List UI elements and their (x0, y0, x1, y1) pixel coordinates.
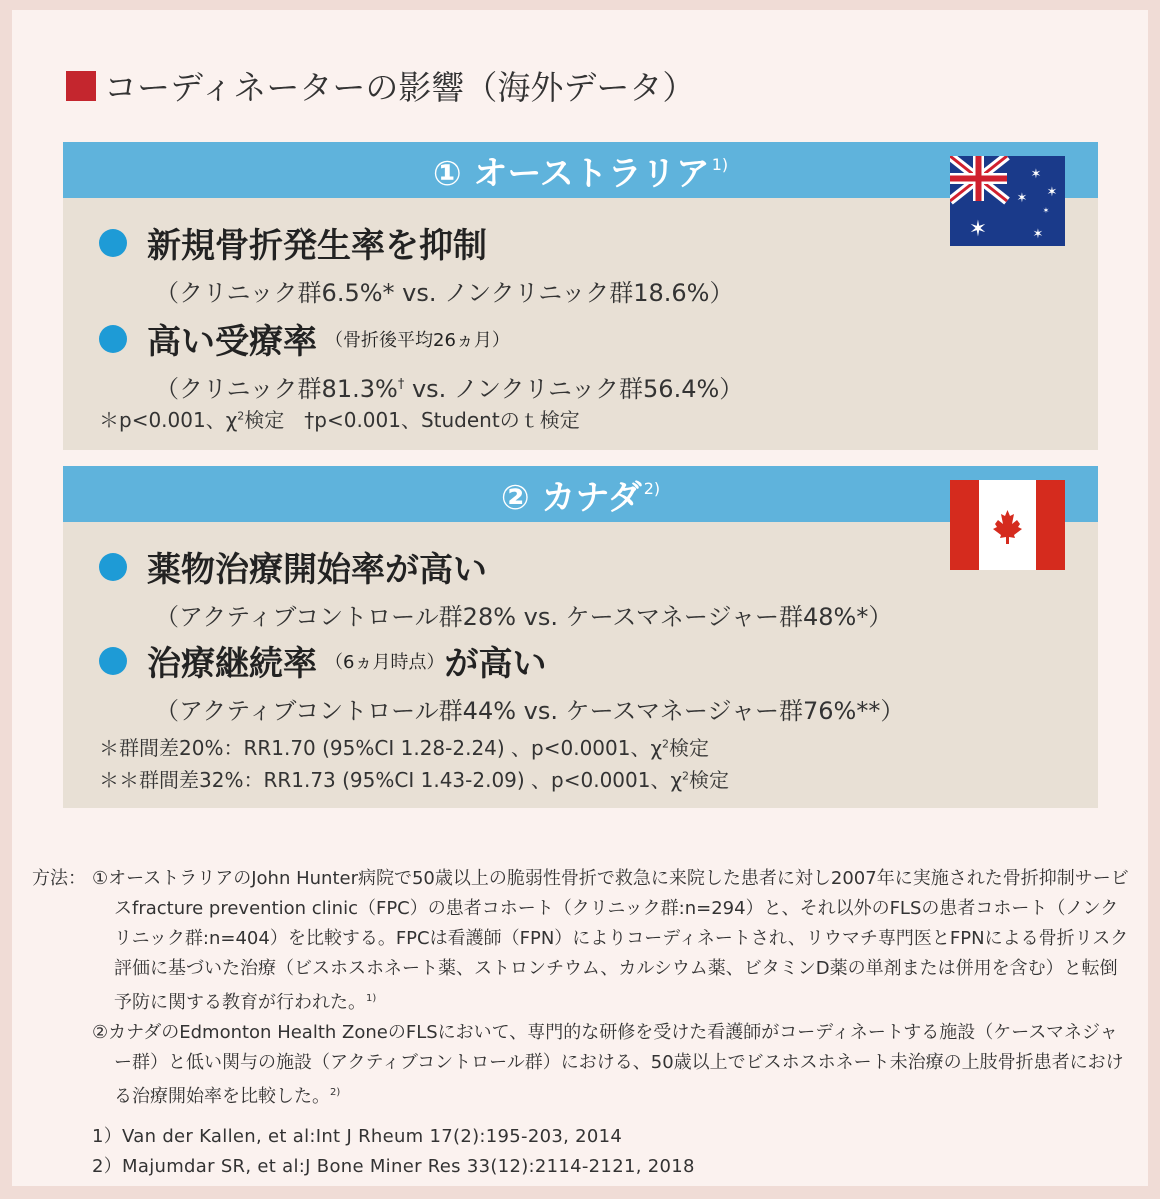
svg-text:✶: ✶ (1030, 167, 1042, 182)
canada-item-2 (99, 636, 904, 726)
svg-text:✶: ✶ (968, 217, 988, 242)
bullet-dot (99, 647, 127, 675)
canada-panel (63, 466, 1098, 808)
svg-text:✶: ✶ (1016, 191, 1028, 206)
methods-label: 方法： (32, 868, 86, 889)
australia-item-2-title: 高い受療率 (147, 322, 317, 362)
references (92, 1122, 1132, 1182)
australia-item-2 (99, 314, 743, 404)
reference-2: 2）Majumdar SR, et al:J Bone Miner Res 33(12):2114-2121, 2018 (92, 1156, 695, 1177)
bullet-dot (99, 229, 127, 257)
australia-ref: 1) (711, 154, 729, 174)
methods-section (32, 864, 1132, 1182)
canada-item-2-title: 治療継続率 (147, 644, 317, 684)
canada-title: ② カナダ (500, 477, 642, 518)
canada-footnote-1: ＊群間差20%：RR1.70 (95%CI 1.28-2.24) 、p<0.0001、$\chi^2$検定 (99, 736, 710, 760)
canada-item-2-detail: （アクティブコントロール群44% vs. ケースマネージャー群76%**） (155, 697, 905, 725)
australia-item-2-detail: （クリニック群81.3%† vs. ノンクリニック群56.4%） (155, 375, 744, 403)
methods-paragraph-2: ②カナダのEdmonton Health ZoneのFLSにおいて、専門的な研修を受けた看護師がコーディネートする施設（ケースマネジャー群）と低い関与の施設（アクティブコントロール群）における、50歳以上でビスホスホネート未治療の上肢骨折患者における治療開始率を比較した。$^{2)}$ (92, 1022, 1124, 1107)
svg-text:✶: ✶ (1046, 185, 1058, 200)
australia-item-1-title: 新規骨折発生率を抑制 (147, 226, 487, 266)
canada-item-1 (99, 542, 892, 632)
australia-title: ① オーストラリア (432, 153, 710, 194)
methods-paragraph-1: ①オーストラリアのJohn Hunter病院で50歳以上の脆弱性骨折で救急に来院した患者に対し2007年に実施された骨折抑制サービスfracture prevention clinic（FPC）の患者コホート（クリニック群:n=294）と、それ以外のFLSの患者コホート（ノンクリニック群:n=404）を比較する。FPCは看護師（FPN）によりコーディネートされ、リウマチ専門医とFPNによる骨折リスク評価に基づいた治療（ビスホスホネート薬、ストロンチウム、カルシウム薬、ビタミンD薬の単剤または併用を含む）と転倒予防に関する教育が行われた。$^{1)}$ (92, 868, 1129, 1013)
australia-item-1 (99, 218, 734, 308)
australia-item-1-detail: （クリニック群6.5%* vs. ノンクリニック群18.6%） (155, 279, 734, 307)
canada-item-2-title-b: が高い (444, 644, 547, 684)
canada-footnote-2: ＊＊群間差32%：RR1.73 (95%CI 1.43-2.09) 、p<0.0001、$\chi^2$検定 (99, 768, 730, 792)
australia-footnote: ＊p<0.001、$\chi^2$検定 †p<0.001、Studentのｔ検定 (99, 408, 580, 432)
canada-item-1-detail: （アクティブコントロール群28% vs. ケースマネージャー群48%*） (155, 603, 893, 631)
reference-1: 1）Van der Kallen, et al:Int J Rheum 17(2):195-203, 2014 (92, 1126, 623, 1147)
svg-text:✶: ✶ (1032, 227, 1044, 242)
canada-item-1-title: 薬物治療開始率が高い (147, 550, 487, 590)
canada-item-2-note: （6ヵ月時点） (325, 651, 445, 673)
canada-flag-icon (950, 480, 1065, 570)
canada-header (63, 466, 1098, 522)
heading-text: コーディネーターの影響（海外データ） (104, 68, 696, 107)
section-heading (66, 62, 695, 109)
bullet-dot (99, 325, 127, 353)
red-square-icon (66, 71, 96, 101)
australia-panel (63, 142, 1098, 450)
australia-flag-icon (950, 156, 1065, 246)
canada-ref: 2) (643, 478, 661, 498)
australia-item-2-note: （骨折後平均26ヵ月） (325, 329, 510, 351)
bullet-dot (99, 553, 127, 581)
australia-header (63, 142, 1098, 198)
svg-text:✶: ✶ (1042, 206, 1050, 215)
